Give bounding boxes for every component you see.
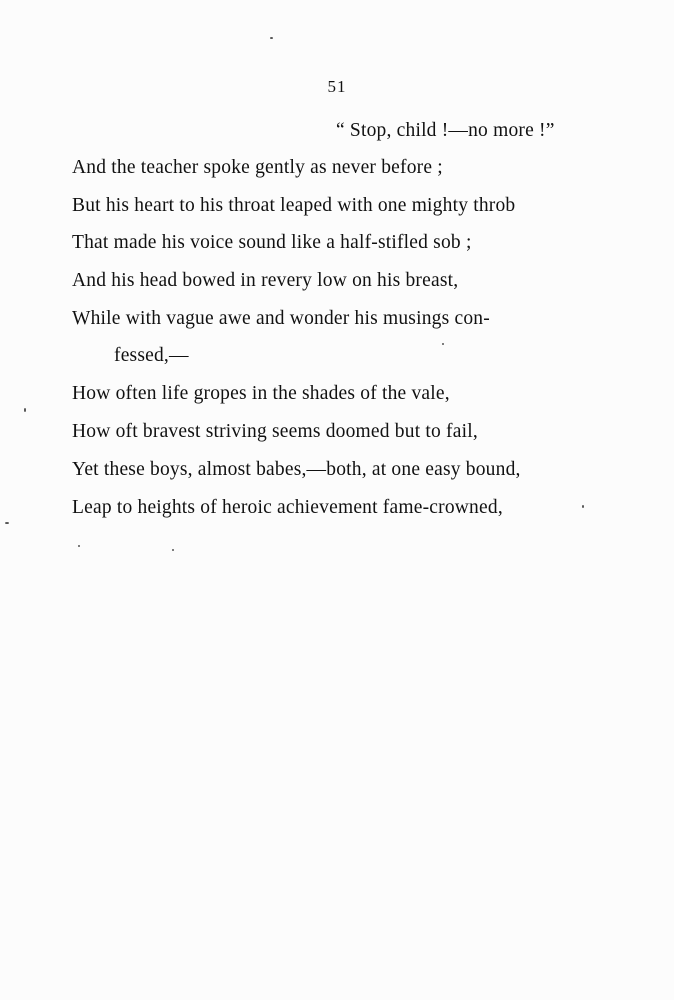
scan-speck bbox=[5, 522, 9, 524]
scan-speck bbox=[24, 408, 26, 412]
poem-line: “ Stop, child !—no more !” bbox=[336, 120, 555, 141]
page-number: 51 bbox=[327, 77, 347, 96]
poem-line: And his head bowed in revery low on his breast, bbox=[72, 270, 459, 291]
scan-speck bbox=[582, 505, 584, 508]
poem-line: Yet these boys, almost babes,—both, at one easy bound, bbox=[72, 459, 521, 480]
poem-line: How oft bravest striving seems doomed but to fail, bbox=[72, 421, 478, 442]
poem-line: While with vague awe and wonder his musings con- bbox=[72, 308, 490, 329]
scan-speck bbox=[172, 549, 174, 551]
poem-line: How often life gropes in the shades of the vale, bbox=[72, 383, 450, 404]
scan-speck bbox=[442, 343, 444, 345]
poem-line: fessed,— bbox=[114, 345, 189, 366]
poem-line: And the teacher spoke gently as never before ; bbox=[72, 157, 443, 178]
scan-speck bbox=[78, 545, 80, 547]
poem-line: But his heart to his throat leaped with one mighty throb bbox=[72, 195, 516, 216]
scan-speck bbox=[270, 37, 273, 39]
poem-line: Leap to heights of heroic achievement fame-crowned, bbox=[72, 497, 503, 518]
poem-line: That made his voice sound like a half-stifled sob ; bbox=[72, 232, 472, 253]
